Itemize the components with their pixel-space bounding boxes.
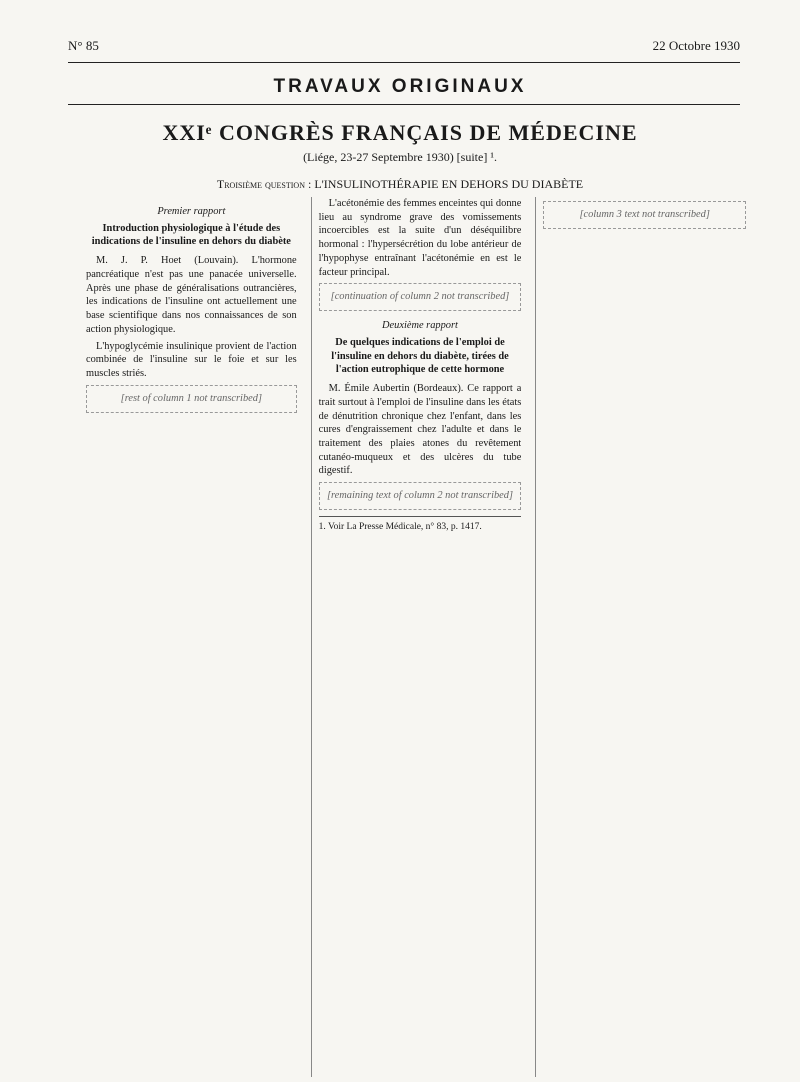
paragraph: M. J. P. Hoet (Louvain). L'hormone pancréatique n'est pas une panacée universelle. Après une phase de généralisations outrancières, les indications de l'insuline ont actuellement une base scientifique dans nos connaissances de son action physiologique. — [86, 255, 297, 335]
paragraph: M. Émile Aubertin (Bordeaux). Ce rapport a trait surtout à l'emploi de l'insuline dans les états de dénutrition chronique chez l'enfant, dans les cures d'engraissement chez l'adulte et dans le traitement des plaies atones du revêtement cutanéo-muqueux et des ulcères du tube digestif. — [318, 383, 522, 477]
untranscribed-placeholder: [remaining text of column 2 not transcribed] — [319, 482, 522, 510]
column-3 — [535, 197, 746, 1077]
masthead — [68, 38, 740, 54]
column-1 — [86, 197, 297, 1077]
subtitle: (Liége, 23-27 Septembre 1930) [suite] ¹. — [303, 150, 497, 164]
untranscribed-placeholder: [rest of column 1 not transcribed] — [86, 385, 297, 413]
top-rule — [68, 62, 740, 63]
rapport-label: Premier rapport — [157, 206, 226, 217]
paragraph: L'acétonémie des femmes enceintes qui donne lieu au syndrome grave des vomissements incoercibles est la suite d'un déséquilibre hormonal : l'hypersécrétion du lobe antérieur de l'hypophyse entraînant l'acétonémie en est le facteur principal. — [318, 198, 522, 278]
untranscribed-placeholder: [continuation of column 2 not transcribed] — [319, 283, 522, 311]
footnote: 1. Voir La Presse Médicale, n° 83, p. 1417. — [319, 516, 522, 534]
untranscribed-placeholder: [column 3 text not transcribed] — [543, 201, 746, 229]
rapport-label: Deuxième rapport — [382, 320, 458, 332]
issue-date: 22 Octobre 1930 — [652, 38, 740, 53]
issue-number: N° 85 — [68, 38, 99, 53]
section-rule — [68, 104, 740, 105]
question-text: L'INSULINOTHÉRAPIE EN DEHORS DU DIABÈTE — [314, 177, 584, 191]
question-label: Troisième question : — [216, 177, 312, 191]
article-columns — [86, 197, 746, 1077]
rapport-heading: De quelques indications de l'emploi de l'insuline en dehors du diabète, tirées de l'action eutrophique de cette hormone — [331, 336, 509, 376]
section-title: TRAVAUX ORIGINAUX — [273, 76, 527, 97]
question-line — [0, 177, 800, 192]
rapport-heading: Introduction physiologique à l'étude des indications de l'insuline en dehors du diabète — [91, 222, 291, 248]
main-title: XXIᵉ CONGRÈS FRANÇAIS DE MÉDECINE — [162, 120, 638, 145]
column-2 — [311, 197, 522, 1077]
paragraph: L'hypoglycémie insulinique provient de l'action combinée de l'insuline sur le foie et sur les muscles striés. — [86, 340, 297, 380]
